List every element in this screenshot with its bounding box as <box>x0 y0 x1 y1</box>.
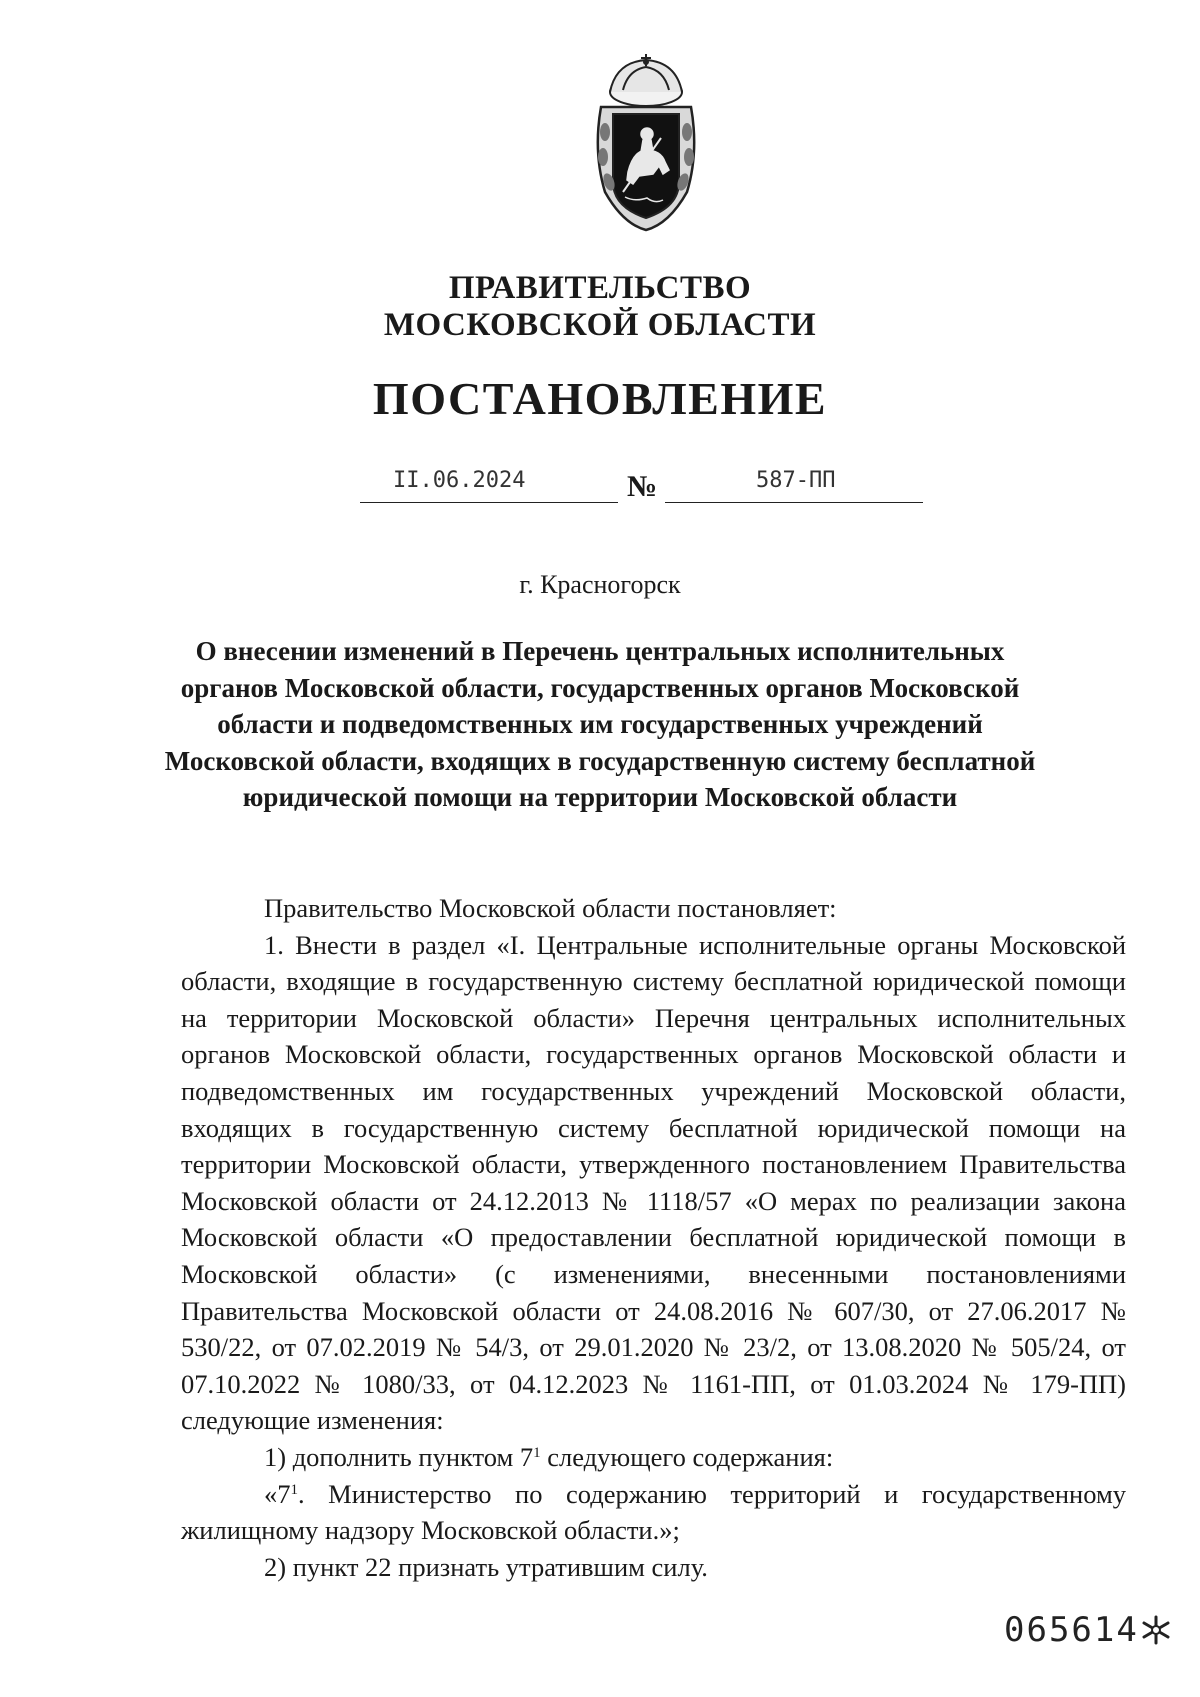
subitem-1-suffix: следующего содержания: <box>540 1441 834 1472</box>
intro-paragraph: Правительство Московской области постановляет: <box>264 893 837 923</box>
subitem-1-superscript: 1 <box>533 1444 541 1461</box>
subitem-1-paragraph <box>181 1439 1126 1476</box>
item-1-paragraph: 1. Внести в раздел «I. Центральные исполнительные органы Московской области, входящие в государственную систему бесплатной юридической помощи на территории Московской области» Перечня центральных исполнительных органов Московской области, государственных органов Московской области и подведомственных им государственных учреждений Московской области, входящих в государственную систему бесплатной юридической помощи на территории Московской области, утвержденного постановлением Правительства Московской области от 24.12.2013 № 1118/57 «О мерах по реализации закона Московской области «О предоставлении бесплатной юридической помощи в Московской области» (с изменениями, внесенными постановлениями Правительства Московской области от 24.08.2016 № 607/30, от 27.06.2017 № 530/22, от 07.02.2019 № 54/3, от 29.01.2020 № 23/2, от 13.08.2020 № 505/24, от 07.10.2022 № 1080/33, от 04.12.2023 № 1161-ПП, от 01.03.2024 № 179-ПП) следующие изменения: <box>181 929 1126 1436</box>
quoted-item-prefix: «7 <box>264 1478 291 1509</box>
moscow-oblast-coat-of-arms-icon <box>583 52 709 234</box>
government-name-line2: МОСКОВСКОЙ ОБЛАСТИ <box>383 307 817 343</box>
document-type-heading: ПОСТАНОВЛЕНИЕ <box>372 373 828 424</box>
government-name-line1: ПРАВИТЕЛЬСТВО <box>448 270 752 306</box>
serial-number: 065614 <box>1004 1610 1139 1650</box>
subitem-2-paragraph: 2) пункт 22 признать утратившим силу. <box>264 1551 708 1582</box>
number-underline <box>665 502 923 503</box>
document-body <box>181 890 1126 1585</box>
subitem-1-prefix: 1) дополнить пунктом 7 <box>264 1441 534 1472</box>
quoted-item-superscript: 1 <box>290 1481 298 1498</box>
quoted-item-paragraph <box>181 1476 1126 1549</box>
city-of-issue: г. Красногорск <box>519 570 681 599</box>
date-underline <box>360 502 618 503</box>
document-date: II.06.2024 <box>393 468 526 493</box>
document-title: О внесении изменений в Перечень центральных исполнительных органов Московской области, государственных органов Московской области и подведомственных им государственных учреждений Московской области, входящих в государственную систему бесплатной юридической помощи на территории Московской области <box>164 636 1036 812</box>
asterisk-icon <box>1140 1614 1172 1646</box>
document-number: 587-ПП <box>756 468 836 493</box>
number-sign: № <box>627 470 658 503</box>
quoted-item-suffix: . Министерство по содержанию территорий и государственному жилищному надзору Московской области.»; <box>181 1478 1126 1546</box>
